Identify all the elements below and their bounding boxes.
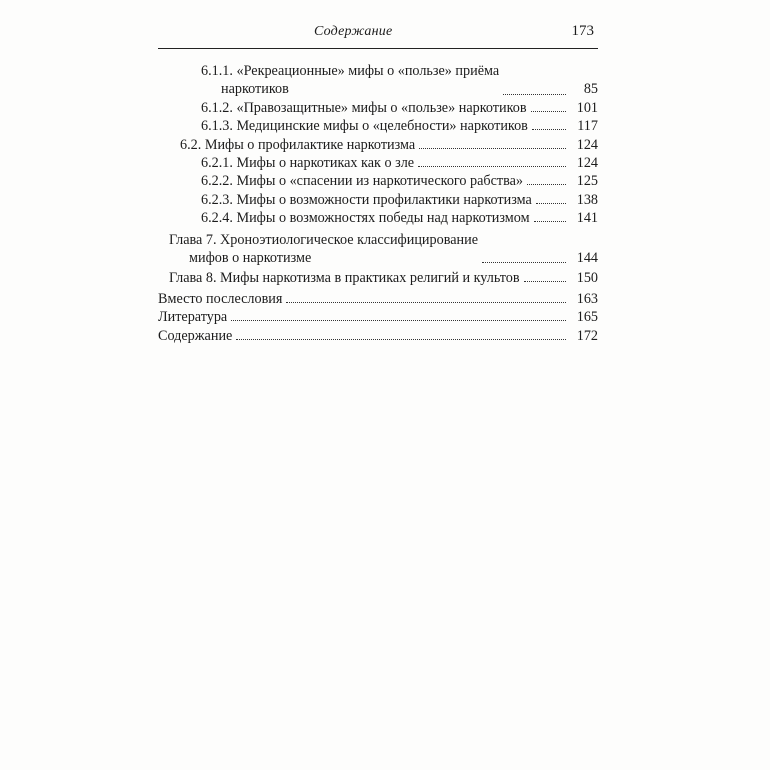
toc-entry-page: 85 xyxy=(583,81,598,98)
dot-leader xyxy=(532,128,566,130)
toc-entry-title: Глава 8. Мифы наркотизма в практиках религий и культов xyxy=(169,270,520,287)
toc-entry xyxy=(158,191,598,209)
dot-leader xyxy=(482,261,566,263)
dot-leader xyxy=(503,93,566,95)
dot-leader xyxy=(524,280,566,282)
toc-entry-page: 165 xyxy=(576,309,598,326)
toc-entry-page: 141 xyxy=(576,210,598,227)
toc-entry-page: 172 xyxy=(576,327,598,344)
toc-entry-title: 6.2. Мифы о профилактике наркотизма xyxy=(180,136,416,153)
running-title: Содержание xyxy=(314,24,393,39)
toc-entry xyxy=(158,99,598,117)
toc-entry-line: наркотиков xyxy=(221,81,289,98)
running-header xyxy=(158,20,598,49)
toc-entry-title: 6.2.4. Мифы о возможностях победы над наркотизмом xyxy=(201,210,530,227)
toc-entry-line: 6.1.1. «Рекреационные» мифы о «пользе» приёма xyxy=(201,63,500,79)
dot-leader xyxy=(527,183,566,185)
toc-entry-page: 150 xyxy=(576,270,598,287)
toc-entry xyxy=(158,117,598,135)
toc-entry-title: 6.1.2. «Правозащитные» мифы о «пользе» наркотиков xyxy=(201,99,527,116)
toc-entry xyxy=(158,327,598,345)
toc-entry-title xyxy=(169,231,478,268)
toc-entry-page: 138 xyxy=(576,191,598,208)
toc-entry-page: 124 xyxy=(576,136,598,153)
toc-entry xyxy=(158,231,598,268)
toc-entry-line: Глава 7. Хроноэтиологическое классифицирование xyxy=(169,231,478,248)
dot-leader xyxy=(286,301,566,303)
toc-entry xyxy=(158,136,598,154)
toc-entry-title: 6.2.1. Мифы о наркотиках как о зле xyxy=(201,155,415,172)
dot-leader xyxy=(534,220,566,222)
toc-entry-title: 6.2.3. Мифы о возможности профилактики наркотизма xyxy=(201,191,532,208)
toc-entry-page: 101 xyxy=(576,99,598,116)
toc-entry-title: 6.1.3. Медицинские мифы о «целебности» наркотиков xyxy=(201,118,528,135)
toc-entry-page: 125 xyxy=(576,173,598,190)
toc-entry xyxy=(158,154,598,172)
toc-entry-title: Литература xyxy=(158,309,228,326)
dot-leader xyxy=(536,202,566,204)
toc-entry xyxy=(158,62,598,99)
toc-entry xyxy=(158,308,598,326)
dot-leader xyxy=(236,338,566,340)
toc-entry-title: Содержание xyxy=(158,327,233,344)
dot-leader xyxy=(231,319,566,321)
toc-entry-title: 6.2.2. Мифы о «спасении из наркотического рабства» xyxy=(201,173,524,190)
toc-entry xyxy=(158,269,598,287)
toc-entry-page: 124 xyxy=(576,155,598,172)
toc-entry-title: Вместо послесловия xyxy=(158,290,283,307)
dot-leader xyxy=(531,110,566,112)
toc-entry xyxy=(158,209,598,227)
toc-entry-page: 117 xyxy=(577,118,598,135)
dot-leader xyxy=(419,147,566,149)
dot-leader xyxy=(418,165,566,167)
toc-entry-page: 163 xyxy=(576,290,598,307)
toc-entry xyxy=(158,172,598,190)
toc-entry-title xyxy=(201,62,499,99)
page-number: 173 xyxy=(571,23,594,39)
toc-entry xyxy=(158,290,598,308)
toc-entry-page: 144 xyxy=(576,250,598,267)
toc-entry-line: мифов о наркотизме xyxy=(189,250,312,267)
table-of-contents xyxy=(158,62,598,345)
